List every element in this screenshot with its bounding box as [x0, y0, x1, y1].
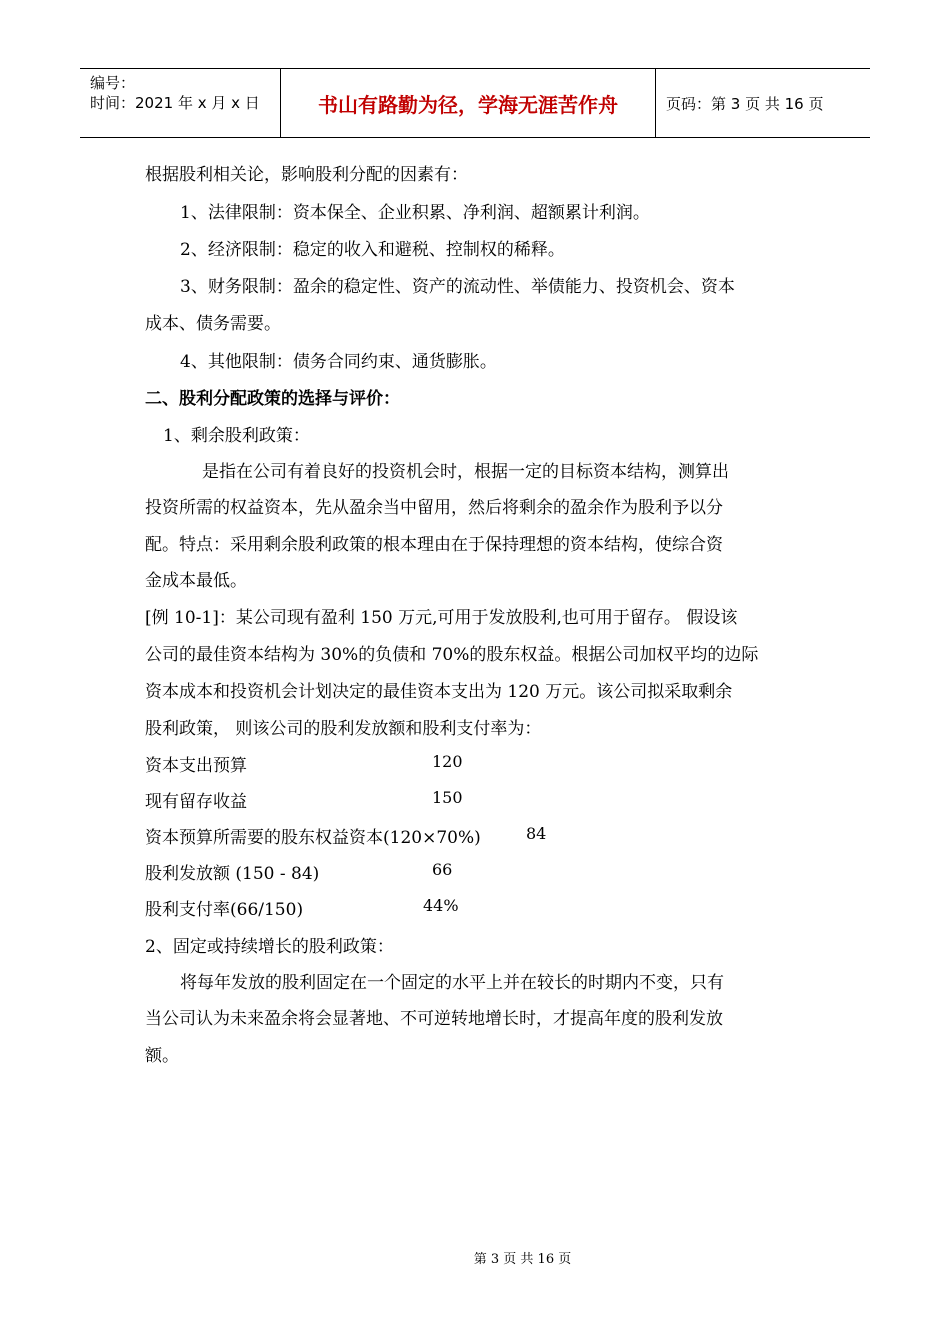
header-page-info: 页码：第 3 页 共 16 页: [666, 94, 824, 113]
list-item: 1、法律限制：资本保全、企业积累、净利润、超额累计利润。: [180, 203, 650, 223]
page-footer: 第 3 页 共 16 页: [473, 1252, 572, 1267]
paragraph-line: 当公司认为未来盈余将会显著地、不可逆转地增长时，才提高年度的股利发放: [145, 1009, 723, 1029]
list-item: 3、财务限制：盈余的稳定性、资产的流动性、举债能力、投资机会、资本: [180, 277, 735, 297]
list-item: 4、其他限制：债务合同约束、通货膨胀。: [180, 352, 497, 372]
page-header: [80, 68, 870, 138]
header-meta: [80, 69, 281, 137]
calc-row-value: 44%: [423, 896, 459, 915]
paragraph-line: 金成本最低。: [145, 571, 247, 591]
calc-row-value: 150: [432, 788, 463, 807]
paragraph-line: 投资所需的权益资本，先从盈余当中留用，然后将剩余的盈余作为股利予以分: [145, 498, 723, 518]
paragraph-line: 额。: [145, 1046, 179, 1066]
calc-row-value: 120: [432, 752, 463, 771]
calc-row-label: 股利支付率(66/150): [145, 900, 304, 920]
section-heading: 二、股利分配政策的选择与评价：: [145, 389, 400, 409]
paragraph-line: 成本、债务需要。: [145, 314, 281, 334]
calc-row-value: 84: [526, 824, 547, 843]
paragraph-line: 股利政策， 则该公司的股利发放额和股利支付率为：: [145, 719, 542, 739]
paragraph-line: 根据股利相关论，影响股利分配的因素有：: [145, 165, 468, 185]
calc-row-label: 现有留存收益: [145, 792, 247, 812]
paragraph-line: 是指在公司有着良好的投资机会时，根据一定的目标资本结构，测算出: [202, 462, 729, 482]
paragraph-line: 公司的最佳资本结构为 30%的负债和 70%的股东权益。根据公司加权平均的边际: [145, 645, 759, 665]
paragraph-line: [例 10-1]：某公司现有盈利 150 万元,可用于发放股利,也可用于留存。 假设该: [145, 608, 738, 628]
time-label: 时间：2021 年 x 月 x 日: [90, 94, 260, 112]
calc-row-value: 66: [432, 860, 453, 879]
header-motto: 书山有路勤为径，学海无涯苦作舟: [281, 69, 656, 137]
calc-row-label: 资本支出预算: [145, 756, 247, 776]
paragraph-line: 配。特点：采用剩余股利政策的根本理由在于保持理想的资本结构，使综合资: [145, 535, 723, 555]
list-item: 2、经济限制：稳定的收入和避税、控制权的稀释。: [180, 240, 565, 260]
subsection-heading: 1、剩余股利政策：: [163, 426, 310, 446]
paragraph-line: 资本成本和投资机会计划决定的最佳资本支出为 120 万元。该公司拟采取剩余: [145, 682, 733, 702]
calc-row-label: 股利发放额 (150 - 84): [145, 864, 320, 884]
number-label: 编号：: [90, 74, 136, 92]
calc-row-label: 资本预算所需要的股东权益资本(120×70%): [145, 828, 481, 848]
subsection-heading: 2、固定或持续增长的股利政策：: [145, 937, 394, 957]
paragraph-line: 将每年发放的股利固定在一个固定的水平上并在较长的时期内不变，只有: [180, 973, 724, 993]
